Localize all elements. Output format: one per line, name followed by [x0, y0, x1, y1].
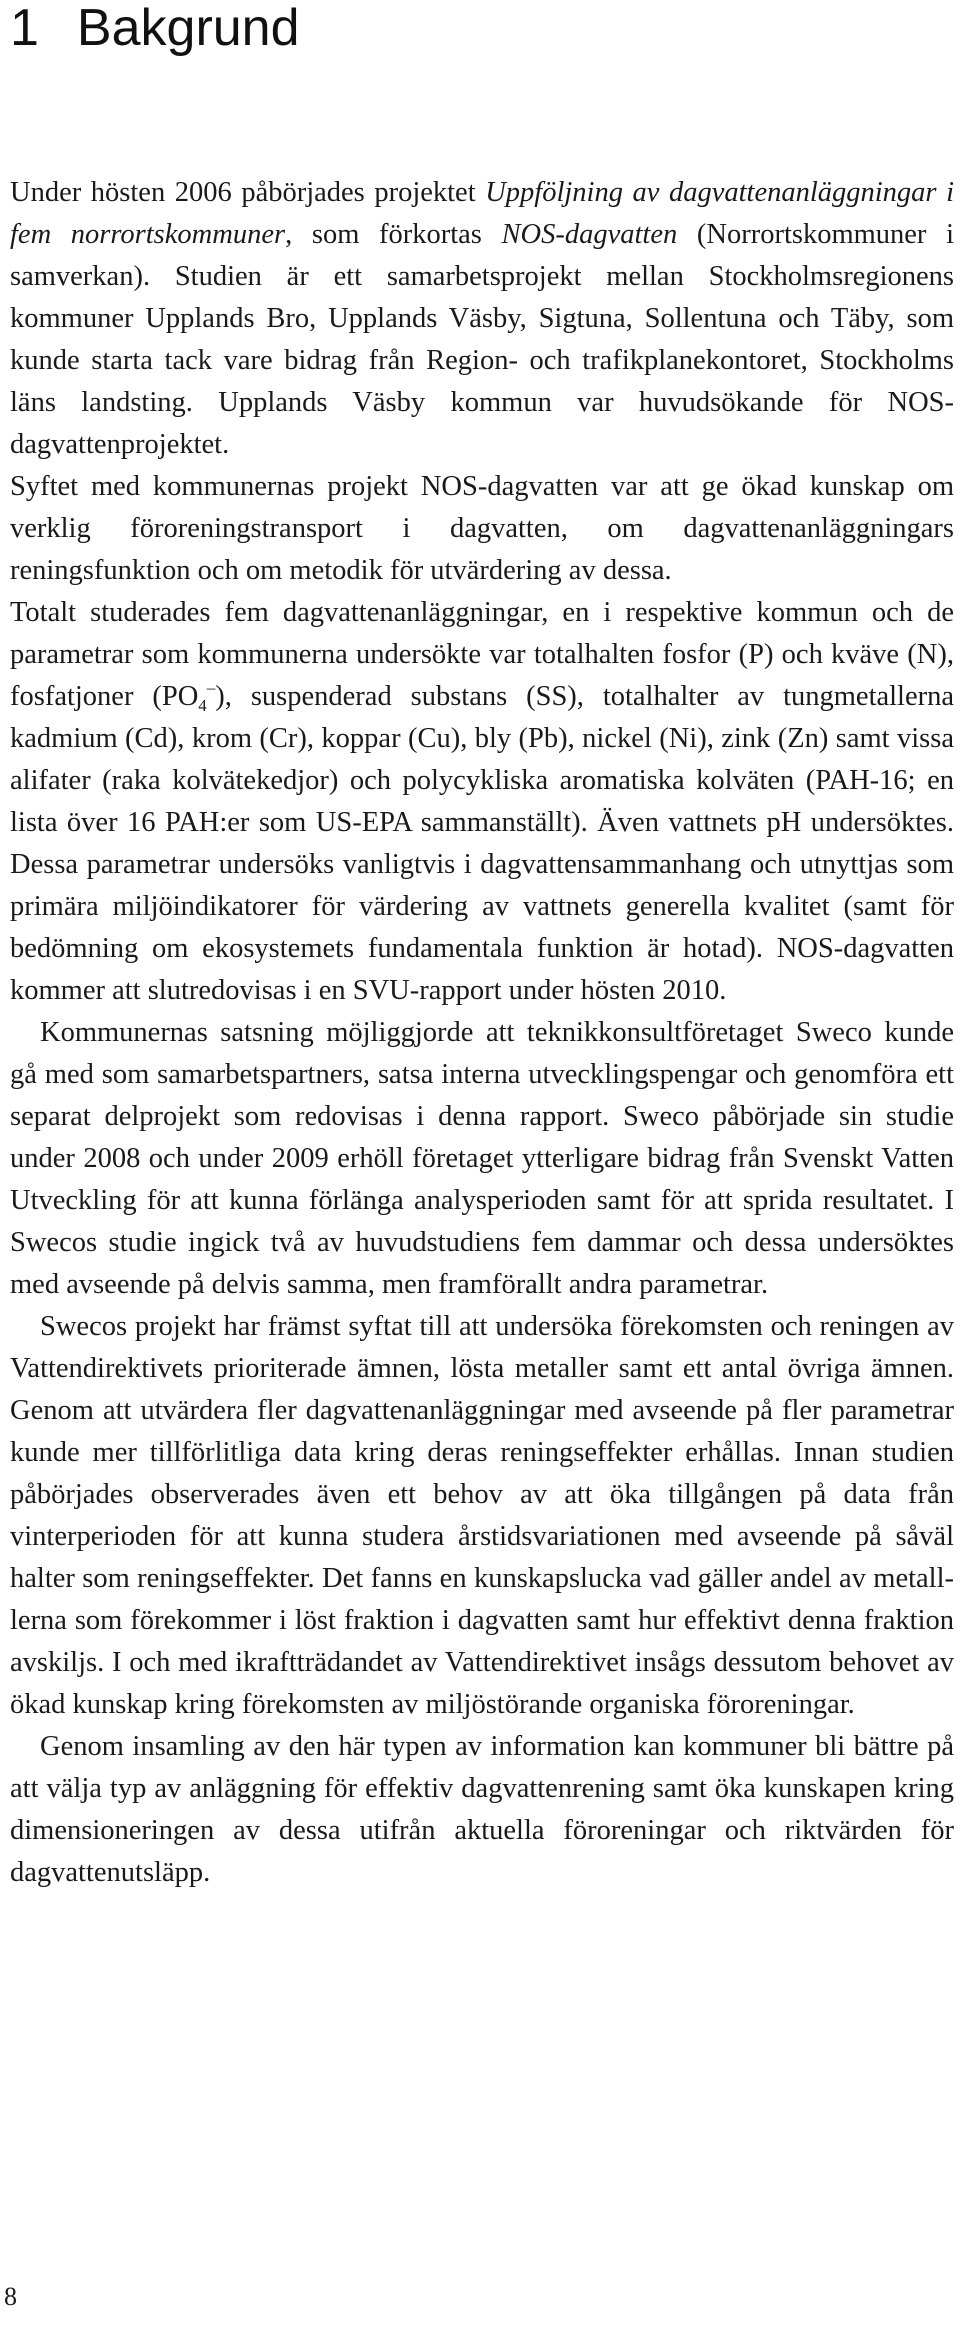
section-title: Bakgrund: [76, 0, 300, 57]
project-title-italic: Uppföljning av dagvattenanläggningar i fem norrortskommuner: [10, 177, 955, 250]
paragraph-1: [10, 172, 954, 466]
paragraph-3-text-b: ), suspenderad substans (SS), totalhalter av tungmetallerna kadmium (Cd), krom (Cr), koppar (Cu), bly (Pb), nickel (Ni), zink (Zn) samt vissa alifater (raka kolvätekedjor) och polycykliska aromatiska kolväten (PAH-16; en lista över 16 PAH:er som US-EPA sammanställt). Även vattnets pH undersöktes. Dessa parametrar undersöks vanligtvis i dagvattensammanhang och utnyttjas som primära miljöindikatorer för värdering av vattnets generella kvalitet (samt för bedömning om ekosystemets fundamentala funktion är hotad). NOS-dagvatten kommer att slutredovisas i en SVU-rapport under hösten 2010.: [10, 681, 955, 1006]
paragraph-3: [10, 592, 954, 1012]
body-text: [10, 172, 954, 1894]
phosphate-subscript: 4: [198, 696, 207, 715]
page-number: 8: [4, 2282, 17, 2311]
paragraph-6: [10, 1726, 954, 1894]
paragraph-5-text: Swecos projekt har främst syftat till att undersöka förekomsten och reningen av Vattendirektivets prioriterade ämnen, lösta metaller samt ett antal övriga ämnen. Genom att utvärdera fler dagvattenanläggningar med avseende på fler parametrar kunde mer tillförlitliga data kring deras reningseffekter erhållas. Innan studien påbörjades observerades även ett behov av att öka tillgången på data från vinterperioden för att kunna studera årstidsvariationen med avseende på såväl halter som reningseffekter. Det fanns en kunskapslucka vad gäller andel av metalllerna som förekommer i löst fraktion i dagvatten samt hur effektivt denna fraktion avskiljs. I och med ikraftträdandet av Vattendirektivet insågs dessutom behovet av ökad kunskap kring förekomsten av miljöstörande organiska föroreningar.: [10, 1311, 954, 1720]
paragraph-2-text: Syftet med kommunernas projekt NOS-dagvatten var att ge ökad kunskap om verklig föroreningstransport i dagvatten, om dagvattenanläggningars reningsfunktion och om metodik för utvärdering av dessa.: [10, 471, 954, 586]
paragraph-3-text-a: Totalt studerades fem dagvattenanläggningar, en i respektive kommun och de parametrar som kommunerna undersökte var totalhalten fosfor (P) och kväve (N), fosfatjoner (PO: [10, 597, 954, 712]
phosphate-superscript: –: [206, 678, 216, 697]
section-heading: [10, 0, 300, 56]
paragraph-1-text-a: Under hösten 2006 påbörjades projektet: [10, 177, 486, 208]
paragraph-2: [10, 466, 954, 592]
section-number: 1: [10, 0, 39, 57]
paragraph-5: [10, 1306, 954, 1726]
paragraph-4-text: Kommunernas satsning möjliggjorde att teknikkonsultföretaget Sweco kunde gå med som samarbetspartners, satsa interna utvecklingspengar och genomföra ett separat delprojekt som redovisas i denna rapport. Sweco påbörjade sin studie under 2008 och under 2009 erhöll företaget ytterligare bidrag från Svenskt Vatten Utveckling för att kunna förlänga analysperioden samt för att sprida resultatet. I Swecos studie ingick två av huvudstudiens fem dammar och dessa undersöktes med avseende på delvis samma, men framförallt andra parametrar.: [10, 1017, 954, 1300]
paragraph-6-text: Genom insamling av den här typen av information kan kommuner bli bättre på att välja typ av anläggning för effektiv dagvattenrening samt öka kunskapen kring dimensioneringen av dessa utifrån aktuella föroreningar och riktvärden för dagvattenutsläpp.: [10, 1731, 954, 1888]
project-abbreviation-italic: NOS-dagvatten: [501, 219, 678, 250]
paragraph-4: [10, 1012, 954, 1306]
paragraph-1-text-e: (Norrortskommuner i samverkan). Studien är ett samarbetsprojekt mellan Stockholmsregionens kommuner Upplands Bro, Upplands Väsby, Sigtuna, Sollentuna och Täby, som kunde starta tack vare bidrag från Region- och trafikplanekontoret, Stockholms läns landsting. Upplands Väsby kommun var huvudsökande för NOS-dagvattenprojektet.: [10, 219, 954, 460]
paragraph-1-text-c: , som förkortas: [285, 219, 502, 250]
